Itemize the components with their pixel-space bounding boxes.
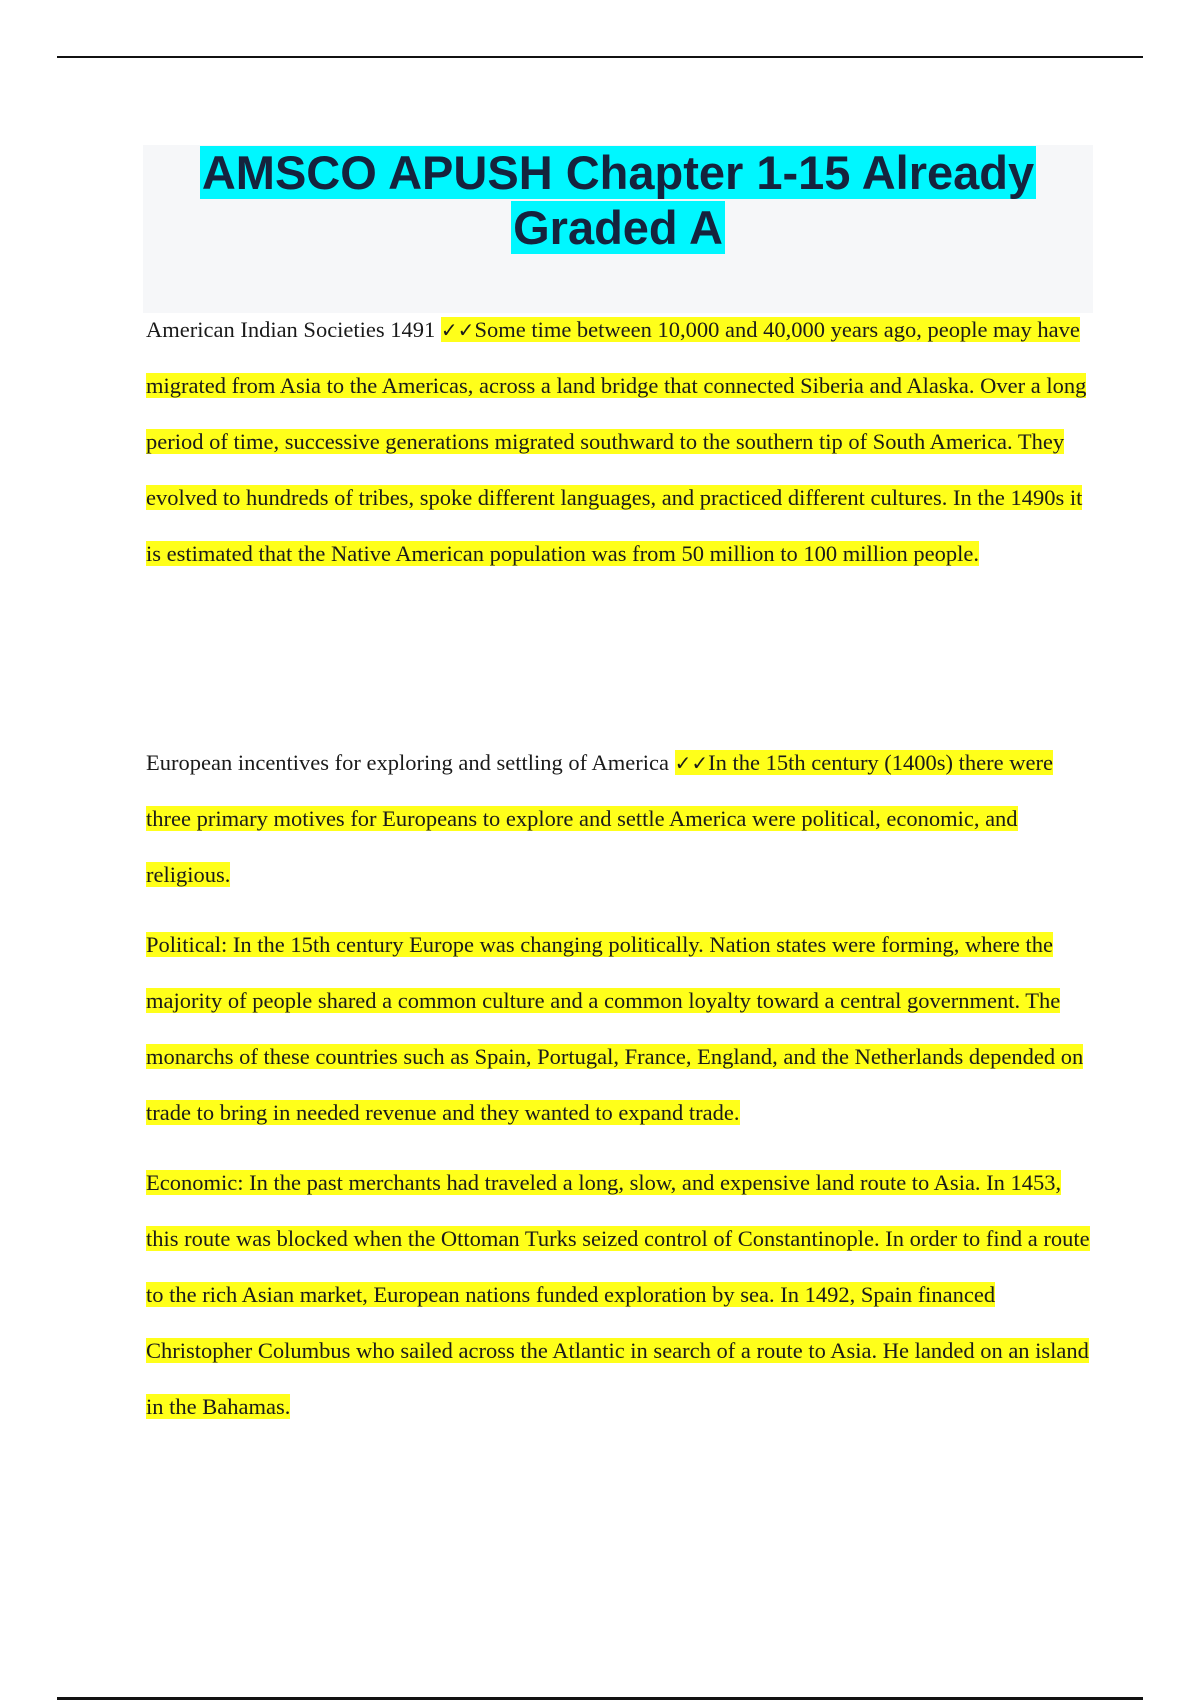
checkmark-icon: ✓✓ — [440, 318, 475, 342]
political-paragraph — [146, 917, 1096, 1141]
political-text: Political: In the 15th century Europe was changing politically. Nation states were forming, where the majority of people shared a common culture and a common loyalty toward a central government. The monarchs of these countries such as Spain, Portugal, France, England, and the Netherlands depended on trade to bring in needed revenue and they wanted to expand trade. — [146, 932, 1084, 1125]
entry-paragraph — [146, 302, 1096, 582]
entry-american-indian-societies — [146, 302, 1096, 582]
entry-european-incentives — [146, 735, 1096, 1435]
entry-term: European incentives for exploring and settling of America — [146, 750, 669, 775]
entry-answer-highlight — [146, 317, 1086, 566]
entry-answer: In the 15th century (1400s) there were three primary motives for Europeans to explore and settle America were political, economic, and religious. — [146, 750, 1053, 887]
title-line-1: AMSCO APUSH Chapter 1-15 Already — [201, 146, 1035, 199]
economic-paragraph — [146, 1155, 1096, 1435]
top-rule — [57, 56, 1143, 58]
entry-answer: Some time between 10,000 and 40,000 years ago, people may have migrated from Asia to the Americas, across a land bridge that connected Siberia and Alaska. Over a long period of time, successive generations migrated southward to the southern tip of South America. They evolved to hundreds of tribes, spoke different languages, and practiced different cultures. In the 1490s it is estimated that the Native American population was from 50 million to 100 million people. — [146, 317, 1087, 566]
title-line-2: Graded A — [513, 201, 723, 254]
entry-term: American Indian Societies 1491 — [146, 317, 436, 342]
entry-paragraph — [146, 735, 1096, 903]
economic-text: Economic: In the past merchants had traveled a long, slow, and expensive land route to Asia. In 1453, this route was blocked when the Ottoman Turks seized control of Constantinople. In order to find a route to the rich Asian market, European nations funded exploration by sea. In 1492, Spain financed Christopher Columbus who sailed across the Atlantic in search of a route to Asia. He landed on an island in the Bahamas. — [146, 1170, 1090, 1419]
checkmark-icon: ✓✓ — [674, 751, 709, 775]
page-title — [143, 145, 1093, 255]
